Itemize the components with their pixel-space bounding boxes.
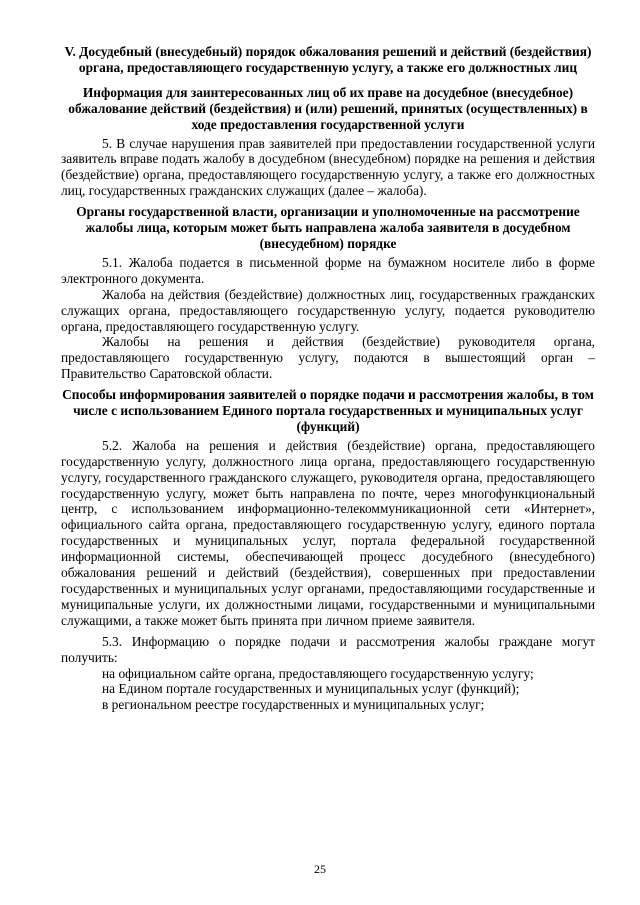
subsection-heading-info-rights: Информация для заинтересованных лиц об их праве на досудебное (внесудебное) обжалование действий (бездействия) и (или) решений, принятых (осуществленных) в ходе предоставления государственной услуги	[68, 84, 588, 132]
list-item-regional-registry: в региональном реестре государственных и муниципальных услуг;	[102, 697, 485, 713]
subsection-heading-authorities: Органы государственной власти, организации и уполномоченные на рассмотрение жалобы лица, которым может быть направлена жалоба заявителя в досудебном (внесудебном) порядке	[76, 204, 580, 251]
paragraph-5-2: 5.2. Жалоба на решения и действия (бездействие) органа, предоставляющего государственную услугу, должностного лица органа, предоставляющего государственную услугу, государственного гражданского служащего, руководителя органа, предоставляющего государственную услугу, может быть направлена по почте, через многофункциональный центр, с использованием информационно-телекоммуникационной сети «Интернет», официального сайта органа, предоставляющего государственную услугу, единого портала государственных и муниципальных услуг, портала федеральной государственной информационной системы, обеспечивающей процесс досудебного (внесудебного) обжалования решений и действий (бездействия), совершенных при предоставлении государственных и муниципальных услуг органами, предоставляющими государственные и муниципальные услуги, их должностными лицами, государственными и муниципальными служащими, а также может быть принята при личном приеме заявителя.	[61, 437, 595, 628]
paragraph-5-1-officials: Жалоба на действия (бездействие) должностных лиц, государственных гражданских служащих органа, предоставляющего государственную услугу, подается руководителю органа, предоставляющего государственную услугу.	[61, 286, 595, 334]
paragraph-5-1: 5.1. Жалоба подается в письменной форме на бумажном носителе либо в форме электронного документа.	[61, 254, 595, 286]
page-number: 25	[314, 862, 326, 876]
section-title: V. Досудебный (внесудебный) порядок обжалования решений и действий (бездействия) органа, предоставляющего государственную услугу, а также его должностных лиц	[64, 44, 592, 75]
paragraph-5-3: 5.3. Информацию о порядке подачи и рассмотрения жалобы граждане могут получить:	[61, 633, 595, 665]
paragraph-5: 5. В случае нарушения прав заявителей при предоставлении государственной услуги заявитель вправе подать жалобу в досудебном (внесудебном) порядке на решения и действия (бездействие) органа, предоставляющего государственную услугу, а также его должностных лиц, государственных гражданских служащих (далее – жалоба).	[61, 135, 595, 199]
document-page	[61, 44, 595, 713]
subsection-heading-informing: Способы информирования заявителей о порядке подачи и рассмотрения жалобы, в том числе с использованием Единого портала государственных и муниципальных услуг (функций)	[62, 387, 594, 434]
list-item-official-site: на официальном сайте органа, предоставляющего государственную услугу;	[102, 665, 534, 681]
list-item-unified-portal: на Едином портале государственных и муниципальных услуг (функций);	[102, 681, 520, 697]
paragraph-5-1-head: Жалобы на решения и действия (бездействие) руководителя органа, предоставляющего государственную услугу, подаются в вышестоящий орган – Правительство Саратовской области.	[61, 334, 595, 382]
